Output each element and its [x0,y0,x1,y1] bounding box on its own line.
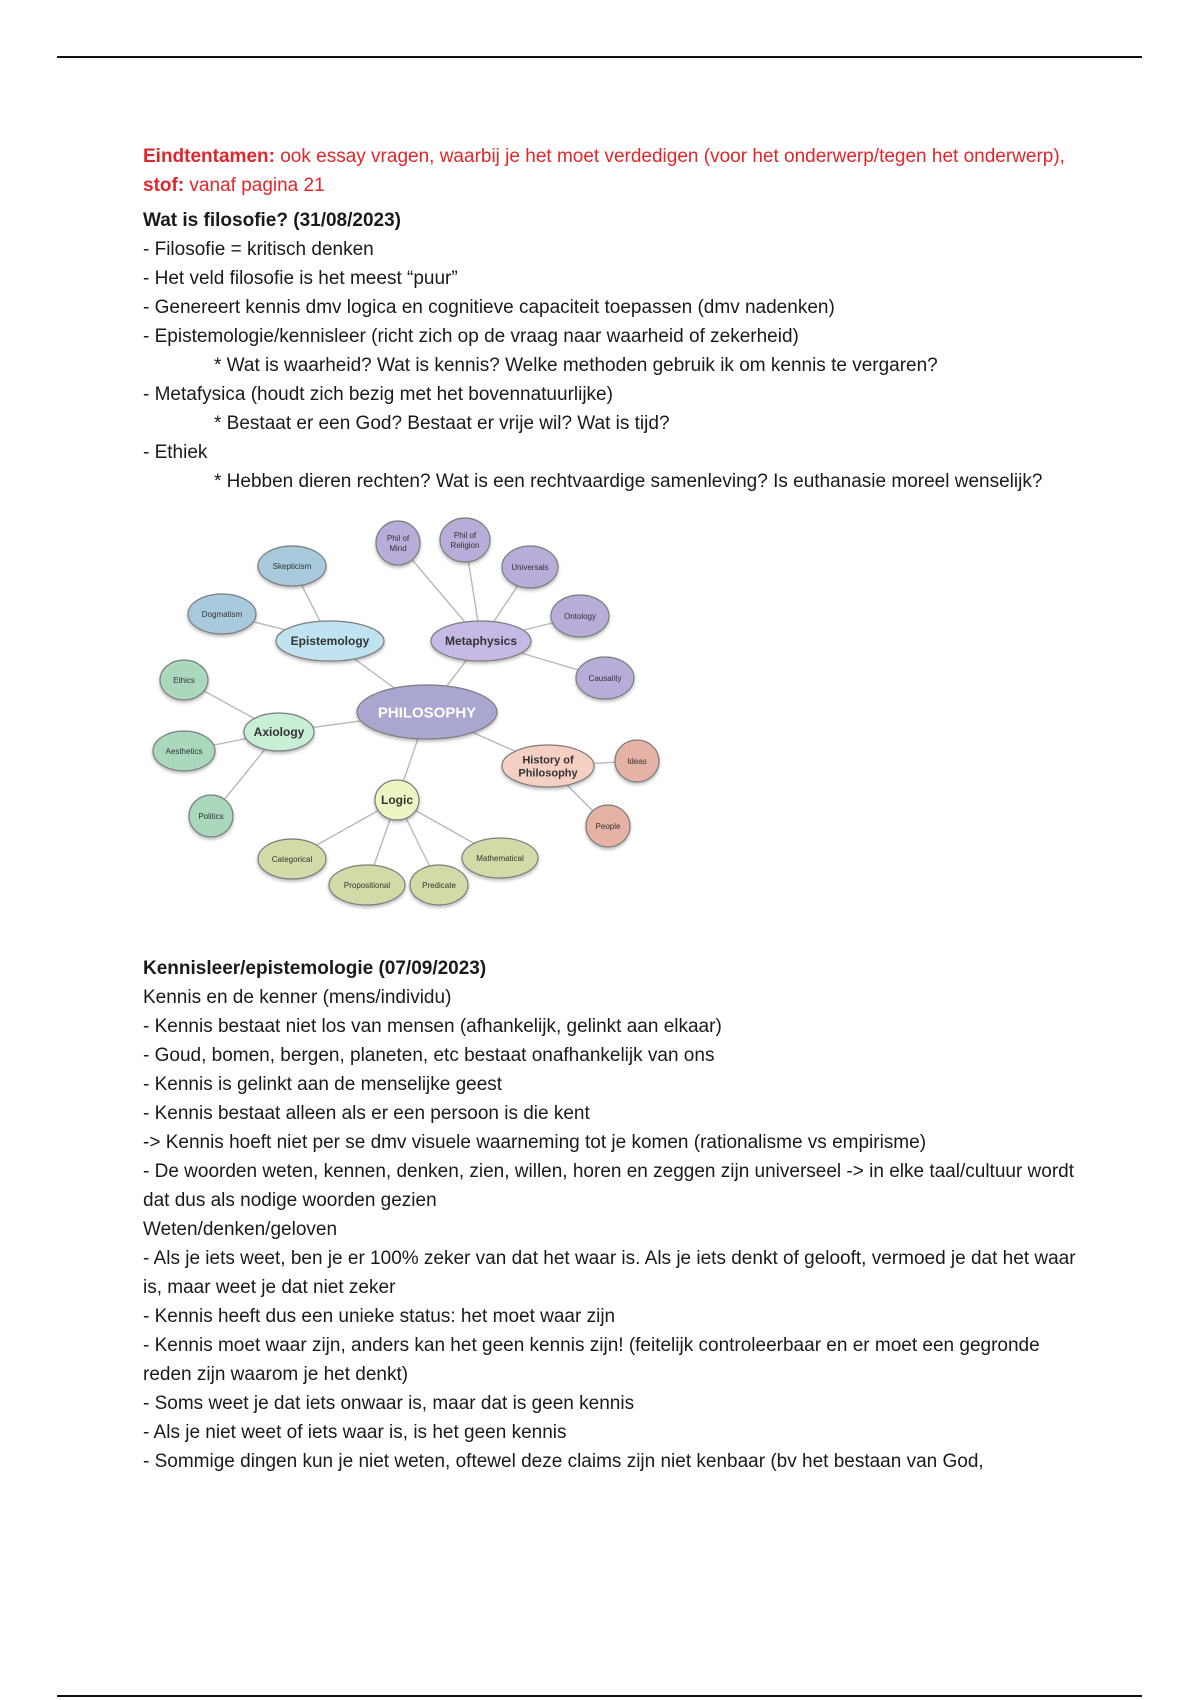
node-universals [502,546,558,588]
list-item: - Kennis heeft dus een unieke status: het moet waar zijn [143,1306,616,1327]
node-ideas [615,740,659,782]
section-heading-filosofie: Wat is filosofie? (31/08/2023) [143,210,401,231]
node-propositional [329,865,405,905]
svg-text:Categorical: Categorical [271,854,313,864]
node-dogmatism [188,594,256,634]
philosophy-mind-map [143,504,1003,934]
material-label: stof: [143,175,185,196]
node-metaphysics [431,621,531,661]
svg-text:Axiology: Axiology [253,725,305,740]
node-logic [375,780,419,820]
exam-text: ook essay vragen, waarbij je het moet verdedigen (voor het onderwerp/tegen het onderwerp), [274,146,1065,167]
node-phil_mind [376,521,420,565]
list-item: - Als je iets weet, ben je er 100% zeker van dat het waar is. Als je iets denkt of gelooft, vermoed je dat het waar is, maar weet je dat niet zeker [143,1248,1076,1298]
node-causality [576,657,634,699]
svg-text:People: People [595,821,621,831]
document-body [143,142,1093,1476]
svg-text:Ideas: Ideas [627,756,647,766]
list-item: - Het veld filosofie is het meest “puur” [143,268,458,289]
svg-text:Predicate: Predicate [422,880,456,890]
svg-text:Aesthetics: Aesthetics [165,746,203,756]
node-ontology [551,595,609,637]
svg-text:History of: History of [522,754,574,767]
svg-text:Causality: Causality [588,673,622,683]
node-axiology [244,713,314,751]
list-item: - Kennis bestaat niet los van mensen (afhankelijk, gelinkt aan elkaar) [143,1016,722,1037]
list-item: - Genereert kennis dmv logica en cognitieve capaciteit toepassen (dmv nadenken) [143,297,835,318]
node-mathematical [462,838,538,878]
sub-list-item: * Wat is waarheid? Wat is kennis? Welke methoden gebruik ik om kennis te vergaren? [214,355,938,376]
svg-text:Universals: Universals [511,562,549,572]
svg-text:Religion: Religion [450,540,480,550]
svg-text:Ontology: Ontology [563,611,597,621]
svg-text:Logic: Logic [381,793,413,808]
list-item: -> Kennis hoeft niet per se dmv visuele waarneming tot je komen (rationalisme vs empirisme) [143,1132,927,1153]
svg-text:Epistemology: Epistemology [290,634,370,649]
node-epistemology [276,621,384,661]
node-skepticism [258,546,326,586]
list-item: - Filosofie = kritisch denken [143,239,374,260]
list-item: Kennis en de kenner (mens/individu) [143,987,452,1008]
node-history [502,745,594,787]
list-item: Weten/denken/geloven [143,1219,338,1240]
svg-text:Phil of: Phil of [386,533,410,543]
node-predicate [410,865,468,905]
material-text: vanaf pagina 21 [184,175,325,196]
list-item: - Metafysica (houdt zich bezig met het bovennatuurlijke) [143,384,613,405]
list-item: - Kennis is gelinkt aan de menselijke geest [143,1074,503,1095]
list-item: - De woorden weten, kennen, denken, zien, willen, horen en zeggen zijn universeel -> in elke taal/cultuur wordt dat dus als nodige woorden gezien [143,1161,1075,1211]
svg-text:Mathematical: Mathematical [476,853,524,863]
node-politics [189,795,233,837]
exam-label: Eindtentamen: [143,146,275,167]
svg-text:Ethics: Ethics [173,675,195,685]
exam-note [143,142,1093,200]
node-phil_religion [440,518,490,562]
list-item: - Sommige dingen kun je niet weten, oftewel deze claims zijn niet kenbaar (bv het bestaan van God, [143,1451,984,1472]
list-item: - Epistemologie/kennisleer (richt zich op de vraag naar waarheid of zekerheid) [143,326,799,347]
svg-text:PHILOSOPHY: PHILOSOPHY [377,704,477,722]
list-item: - Kennis bestaat alleen als er een persoon is die kent [143,1103,590,1124]
list-item: - Soms weet je dat iets onwaar is, maar dat is geen kennis [143,1393,635,1414]
list-item: - Kennis moet waar zijn, anders kan het geen kennis zijn! (feitelijk controleerbaar en er moet een gegronde reden zijn waarom je het denkt) [143,1335,1040,1385]
svg-text:Dogmatism: Dogmatism [201,609,243,619]
bottom-rule [57,1695,1142,1697]
node-center [357,685,497,739]
svg-text:Propositional: Propositional [343,880,391,890]
sub-list-item: * Bestaat er een God? Bestaat er vrije wil? Wat is tijd? [214,413,670,434]
node-aesthetics [153,731,215,771]
svg-text:Metaphysics: Metaphysics [444,634,518,649]
sub-list-item: * Hebben dieren rechten? Wat is een rechtvaardige samenleving? Is euthanasie moreel wenselijk? [214,471,1043,492]
list-item: - Goud, bomen, bergen, planeten, etc bestaat onafhankelijk van ons [143,1045,715,1066]
list-item: - Ethiek [143,442,208,463]
svg-text:Phil of: Phil of [453,530,477,540]
svg-text:Skepticism: Skepticism [272,561,312,571]
section-heading-kennisleer: Kennisleer/epistemologie (07/09/2023) [143,958,487,979]
node-ethics [160,660,208,700]
list-item: - Als je niet weet of iets waar is, is het geen kennis [143,1422,567,1443]
svg-text:Politics: Politics [198,811,224,821]
top-rule [57,56,1142,58]
node-people [586,805,630,847]
svg-text:Mind: Mind [389,543,407,553]
mind-map-svg [143,504,1003,934]
node-categorical [258,839,326,879]
svg-text:Philosophy: Philosophy [518,767,578,780]
